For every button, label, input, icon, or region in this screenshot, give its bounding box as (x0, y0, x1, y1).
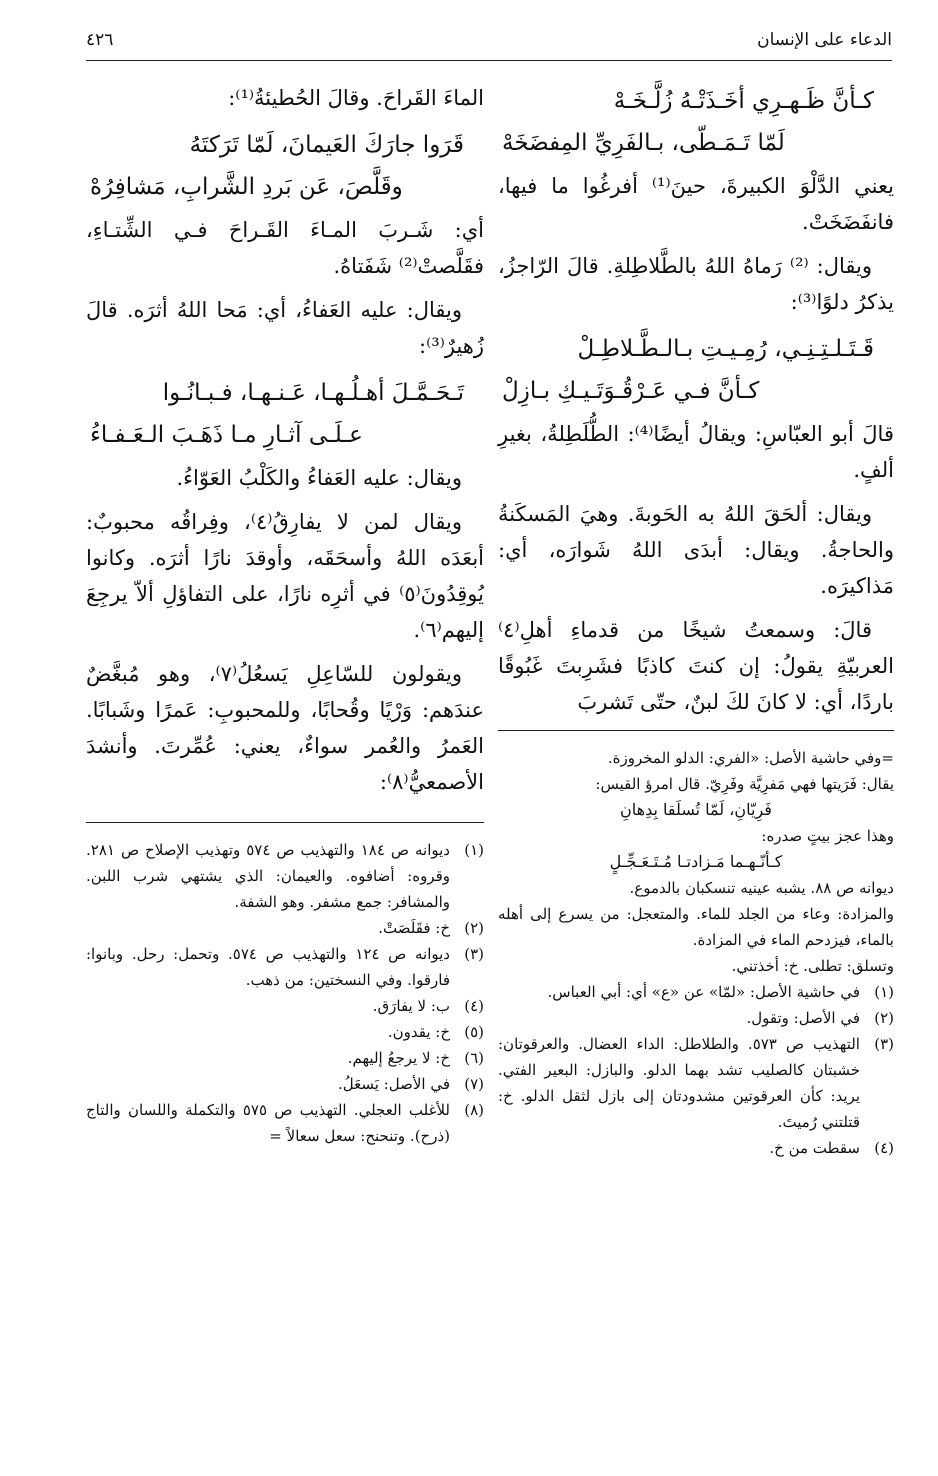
footnote-number: (٤) (464, 997, 484, 1015)
footnote-number: (٢) (874, 1009, 894, 1027)
paragraph: ويقال: ⁽²⁾ رَماهُ اللهُ بالطَّلاطِلةِ. قالَ الرّاجزُ، يذكرُ دلوًا⁽³⁾: (498, 254, 894, 314)
footnote-rule (498, 730, 894, 731)
footnote (86, 1097, 484, 1149)
footnote (498, 1031, 894, 1135)
footnote-line: ديوانه ص ٨٨. يشبه عينيه تنسكبان بالدموع. (629, 879, 894, 897)
footnote-number: (٣) (464, 945, 484, 963)
footnote (498, 979, 894, 1005)
page-number: ٤٢٦ (86, 30, 114, 50)
footnote-text: خ: لا يرجعُ إليهم. (347, 1049, 450, 1067)
paragraph: قالَ أبو العبّاسِ: ويقالُ أيضًا⁽⁴⁾: الطُّلَطِلةُ، بغيرِ ألفٍ. (498, 422, 894, 482)
footnote-text: ديوانه ص ١٢٤ والتهذيب ص ٥٧٤. وتحمل: رحل. وبانوا: فارقوا. وفي النسختين: من ذهب. (86, 945, 450, 989)
footnote (86, 993, 484, 1019)
verse-talatil (498, 328, 894, 412)
footnote-text: في الأصل: وتقول. (746, 1009, 860, 1027)
footnote-line: وتسلق: تطلى. خ: أخذتني. (731, 957, 894, 975)
header-rule (86, 60, 892, 61)
footnote-number: (٦) (464, 1049, 484, 1067)
verse-hutayah (86, 124, 484, 208)
footnote-text: سقطت من خ. (769, 1139, 860, 1157)
footnote-line: =وفي حاشية الأصل: «الفري: الدلو المخروزة. (607, 749, 894, 767)
paragraph: أي: شَـربَ المـاءَ القَـراحَ فـي الشِّتـاءِ، فقَلَّصتْ⁽²⁾ شَفَتاهُ. (86, 218, 484, 278)
footnote (498, 1005, 894, 1031)
footnote-text: للأغلب العجلي. التهذيب ص ٥٧٥ والتكملة واللسان والتاج (ذرح). وتنحنح: سعل سعالاً = (86, 1101, 450, 1145)
chapter-title: الدعاء على الإنسان (757, 30, 892, 50)
footnote-text: خ: فقَلَصَتْ. (378, 919, 450, 937)
footnote-text: خ: يقدون. (387, 1023, 450, 1041)
paragraph: ويقال: عليه العَفاءُ والكَلْبُ العَوّاءُ. (176, 466, 462, 490)
footnote-text: في حاشية الأصل: «لمّا» عن «ع» أي: أبي العباس. (547, 983, 860, 1001)
paragraph: ويقال: عليه العَفاءُ، أي: مَحا اللهُ أثرَه. قالَ زُهيرٌ⁽³⁾: (86, 298, 484, 358)
paragraph: الماءَ القَراحَ. وقالَ الحُطيئةُ⁽¹⁾: (228, 86, 484, 110)
right-column (498, 80, 894, 1161)
footnote-number: (٨) (464, 1101, 484, 1119)
verse-zullakha (498, 80, 894, 164)
footnote-text: ديوانه ص ١٨٤ والتهذيب ص ٥٧٤ وتهذيب الإصلاح ص ٢٨١. وقروه: أضافوه. والعيمان: الذي يشتهي شرب اللبن. والمشافر: جمع مشفر. وهو الشفة. (86, 841, 450, 911)
left-column (86, 80, 484, 1149)
footnote-text: التهذيب ص ٥٧٣. والطلاطل: الداء العضال. والعرقوتان: خشبتان كالصليب تشد بهما الدلو. والبازل: البعير الفتي. يريد: كأن العرقوتين مشدودتان إلى بازل لثقل الدلو. خ: قتلتني رُميتَ. (498, 1035, 860, 1131)
verse-hemistich: قَرَوا جارَكَ العَيمانَ، لَمّا تَرَكتَهُ (189, 132, 464, 158)
footnote-line: يقال: فَرَيتها فهي مَفرِيَّة وفَرِيّ. قال امرؤ القيس: (595, 775, 894, 793)
footnote (86, 941, 484, 993)
verse-hemistich: لَمّا تَـمَـطّى، بـالفَرِيِّ المِفضَخَهْ (502, 130, 785, 156)
quoted-verse: كـأنّـهـما مَـزادتـا مُـتَـعَـجِّـلٍ (609, 852, 783, 871)
footnote-number: (١) (874, 983, 894, 1001)
footnote-rule (86, 822, 484, 823)
paragraph: ويقال: ألحَقَ اللهُ به الحَوبةَ. وهيَ المَسكَنةُ والحاجةُ. ويقال: أبدَى اللهُ شَوارَه، أي: مَذاكيرَه. (498, 502, 894, 598)
quoted-verse: فَرِيّانِ، لَمّا تُسلَقا بِدِهانِ (620, 800, 772, 819)
verse-hemistich: كـأنَّ فـي عَـرْقُـوَتَـيـكِ بـازِلْ (502, 378, 760, 404)
footnote-number: (٥) (464, 1023, 484, 1041)
footnote (86, 837, 484, 915)
footnote (86, 1019, 484, 1045)
footnote (498, 1135, 894, 1161)
footnote-text: في الأصل: يَسعَلُ. (337, 1075, 450, 1093)
verse-hemistich: وقَلَّصَ، عَن بَردِ الشَّرابِ، مَشافِرُهْ (90, 174, 403, 200)
footnote-number: (٢) (464, 919, 484, 937)
verse-hemistich: قَـتَـلـتِـنِـي، رُمِـيـتِ بـالـطَّـلاطِـلْ (577, 336, 874, 362)
footnote (86, 1071, 484, 1097)
paragraph: ويقال لمن لا يفارِقُ⁽٤⁾، وفِراقُه محبوبٌ: أبعَدَه اللهُ وأسحَقَه، وأوقدَ نارًا أثرَه. وكانوا يُوقِدُونَ⁽٥⁾ في أثرِه نارًا، على التفاؤلِ ألاّ يرجِعَ إليهم⁽٦⁾. (86, 510, 484, 642)
footnote-text: ب: لا يفارَق. (372, 997, 450, 1015)
footnote-number: (٧) (464, 1075, 484, 1093)
paragraph: قالَ: وسمعتُ شيخًا من قدماءِ أهلِ⁽٤⁾ العربيّةِ يقولُ: إن كنتَ كاذبًا فشَرِبتَ غَبُوقًا باردًا، أي: لا كانَ لكَ لبنٌ، حتّى تَشربَ (498, 618, 894, 714)
verse-zuhayr (86, 372, 484, 456)
footnote-line: وهذا عجز بيتٍ صدره: (761, 827, 894, 845)
footnote (86, 915, 484, 941)
verse-hemistich: تَـحَـمَّـلَ أهـلُـهـا، عَـنـهـا، فـبـانُـوا (162, 380, 464, 406)
footnote-number: (١) (464, 841, 484, 859)
paragraph: يعني الدَّلْوَ الكبيرةَ، حينَ⁽¹⁾ أفرغُوا ما فيها، فانفَضَخَتْ. (498, 174, 894, 234)
paragraph: ويقولون للسّاعِلِ يَسعُلُ⁽٧⁾، وهو مُبغَّضٌ عندَهم: وَرْيًا وقُحابًا، وللمحبوبِ: عَمرًا وشَبابًا. العَمرُ والعُمر سواءٌ، يعني: عُمِّرتَ. وأنشدَ الأصمعيُّ⁽٨⁾: (86, 662, 484, 794)
footnote-number: (٣) (874, 1035, 894, 1053)
footnote-number: (٤) (874, 1139, 894, 1157)
running-header (86, 30, 892, 62)
footnote (86, 1045, 484, 1071)
footnote-list (498, 979, 894, 1161)
footnote-line: والمزادة: وعاء من الجلد للماء. والمتعجل: من يسرع إلى أهله بالماء، فيزدحم الماء في المزادة. (498, 905, 894, 949)
footnote-continuation (498, 745, 894, 979)
verse-hemistich: كـأنَّ ظَـهـرِي أخَـذَتْـهُ زُلَّـخَـهْ (613, 88, 874, 114)
footnote-list (86, 837, 484, 1149)
verse-hemistich: عـلَـى آثـارِ مـا ذَهَـبَ الـعَـفـاءُ (90, 422, 363, 448)
